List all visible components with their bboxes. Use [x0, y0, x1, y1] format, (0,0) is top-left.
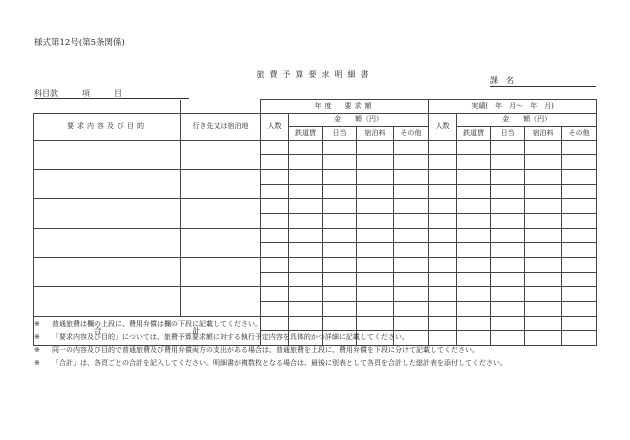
- amount-header: 金 額（円）: [289, 113, 429, 127]
- note-item: [34, 356, 604, 369]
- total-label-right: 計: [192, 326, 200, 336]
- destination-cell[interactable]: [181, 169, 261, 198]
- table-row: [34, 199, 597, 214]
- actual-results-header: 実績( 年 月〜 年 月): [429, 100, 597, 114]
- table-row: [34, 140, 597, 155]
- table-row: [34, 169, 597, 184]
- note-text: 「合計」は、各頁ごとの合計を記入してください。明細書が複数枚となる場合は、最後に別表として各頁を合計した総計表を添付してください。: [52, 358, 507, 367]
- request-content-cell[interactable]: [34, 140, 181, 169]
- request-content-cell[interactable]: [34, 228, 181, 257]
- destination-header: 行き先又は宿泊地: [181, 113, 261, 140]
- table-row: [34, 258, 597, 273]
- fiscal-request-header: 年度 要求額: [261, 100, 429, 114]
- other-header: その他: [394, 127, 429, 141]
- total-label-left: 合: [94, 326, 102, 336]
- note-text: 普通旅費は欄の上段に、費用弁償は欄の下段に記載してください。: [52, 319, 262, 328]
- request-content-header: 要求内容及び目的: [34, 113, 181, 140]
- note-marker: ※: [34, 358, 40, 367]
- note-text: 「要求内容及び目的」については、旅費予算要求額に対する執行予定内容を具体的かつ詳細に記載してください。: [52, 332, 409, 341]
- request-content-cell[interactable]: [34, 199, 181, 228]
- lodging-fee-header: 宿泊料: [525, 127, 562, 141]
- document-title: 旅費予算要求明細書: [256, 70, 374, 79]
- other-header: その他: [562, 127, 597, 141]
- railway-fare-header: 鉄道賃: [289, 127, 323, 141]
- note-item: [34, 317, 604, 330]
- destination-cell[interactable]: [181, 199, 261, 228]
- headcount-header: 人数: [429, 113, 457, 140]
- destination-cell[interactable]: [181, 258, 261, 287]
- destination-cell[interactable]: [181, 287, 261, 316]
- note-marker: ※: [34, 319, 40, 328]
- request-content-cell[interactable]: [34, 287, 181, 316]
- form-number-label: 様式第12号(第5条関係): [34, 38, 125, 48]
- request-content-cell[interactable]: [34, 169, 181, 198]
- amount-header: 金 額（円）: [457, 113, 597, 127]
- headcount-header: 人数: [261, 113, 289, 140]
- section-name-field[interactable]: [490, 86, 596, 87]
- note-marker: ※: [34, 345, 40, 354]
- destination-cell[interactable]: [181, 140, 261, 169]
- budget-request-table: [33, 99, 597, 346]
- table-row: [34, 228, 597, 243]
- note-marker: ※: [34, 332, 40, 341]
- request-content-cell[interactable]: [34, 258, 181, 287]
- section-name-label: 課 名: [490, 76, 514, 85]
- note-item: [34, 343, 604, 356]
- destination-cell[interactable]: [181, 228, 261, 257]
- budget-category-label: 科目款 項 目: [34, 89, 122, 98]
- daily-allowance-header: 日当: [323, 127, 357, 141]
- daily-allowance-header: 日当: [491, 127, 525, 141]
- note-text: 同一の内容及び目的で普通旅費及び費用弁償両方の支出がある場合は、普通旅費を上段に、費用弁償を下段に分けて記載してください。: [52, 345, 479, 354]
- notes-section: [34, 317, 604, 369]
- note-item: [34, 330, 604, 343]
- lodging-fee-header: 宿泊料: [357, 127, 394, 141]
- table-row: [34, 287, 597, 302]
- railway-fare-header: 鉄道賃: [457, 127, 491, 141]
